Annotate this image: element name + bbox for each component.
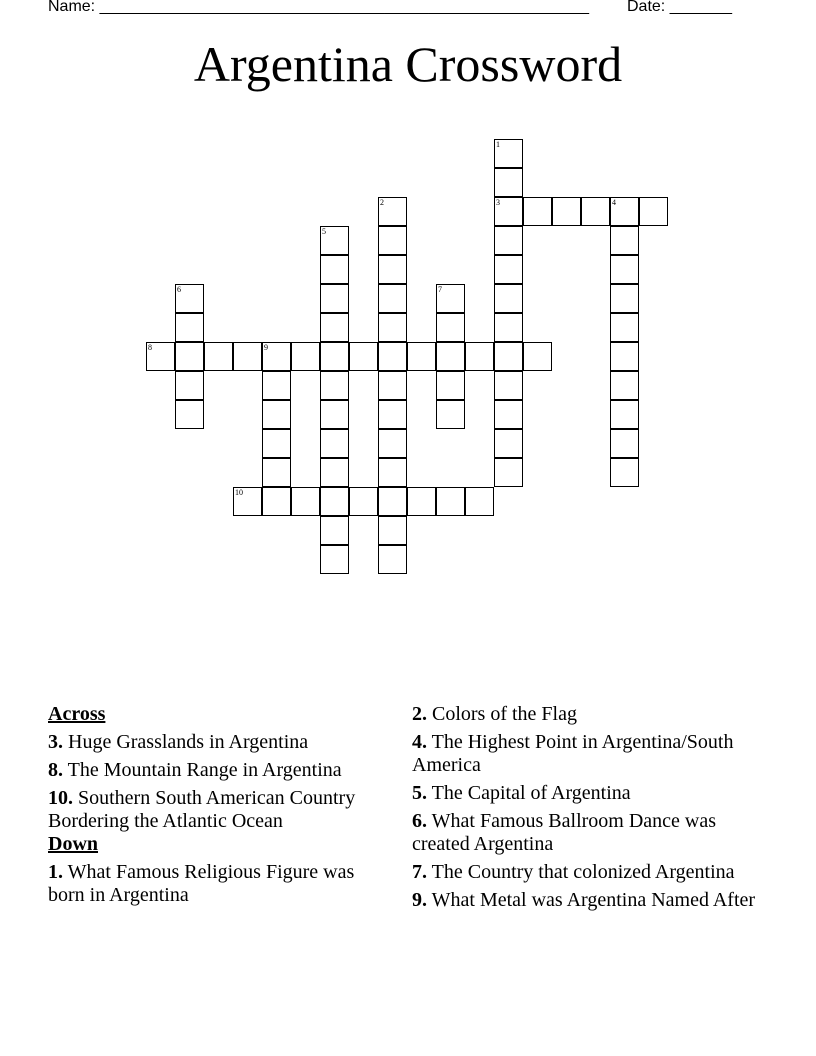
clue-text: What Famous Ballroom Dance was created Argentina [412,810,717,855]
crossword-cell[interactable] [262,400,291,429]
clue-down-1 [48,861,378,907]
crossword-cell[interactable] [175,313,204,342]
clue-down-5 [412,782,762,805]
crossword-cell[interactable] [610,197,639,226]
crossword-cell[interactable] [378,342,407,371]
crossword-cell[interactable] [494,371,523,400]
clue-text: Colors of the Flag [427,703,577,725]
crossword-cell[interactable] [610,255,639,284]
clue-text: The Country that colonized Argentina [427,861,735,883]
cell-number: 8 [148,343,152,352]
crossword-cell[interactable] [320,255,349,284]
crossword-cell[interactable] [494,458,523,487]
crossword-cell[interactable] [262,342,291,371]
clue-text: The Capital of Argentina [427,782,631,804]
crossword-cell[interactable] [494,284,523,313]
clue-number: 10. [48,787,73,809]
crossword-cell[interactable] [320,284,349,313]
crossword-cell[interactable] [465,342,494,371]
crossword-cell[interactable] [494,197,523,226]
crossword-cell[interactable] [581,197,610,226]
crossword-cell[interactable] [175,371,204,400]
crossword-cell[interactable] [378,255,407,284]
crossword-cell[interactable] [436,342,465,371]
clue-text: Southern South American Country Bordering the Atlantic Ocean [48,787,356,832]
crossword-cell[interactable] [436,400,465,429]
clue-across-8 [48,759,378,782]
clue-number: 6. [412,810,427,832]
clue-down-4 [412,731,762,777]
crossword-cell[interactable] [436,371,465,400]
crossword-cell[interactable] [610,400,639,429]
clue-down-6 [412,810,762,856]
clues-right-column [412,703,762,912]
crossword-cell[interactable] [320,342,349,371]
clue-text: The Highest Point in Argentina/South America [412,731,734,776]
clue-number: 4. [412,731,427,753]
cell-number: 9 [264,343,268,352]
clue-number: 2. [412,703,427,725]
clue-number: 5. [412,782,427,804]
clue-down-7 [412,861,762,884]
clue-down-9 [412,889,762,912]
crossword-cell[interactable] [610,429,639,458]
clue-number: 7. [412,861,427,883]
crossword-cell[interactable] [262,458,291,487]
cell-number: 4 [612,198,616,207]
clue-number: 1. [48,861,63,883]
crossword-cell[interactable] [175,284,204,313]
crossword-cell[interactable] [378,197,407,226]
crossword-cell[interactable] [610,313,639,342]
clue-text: What Famous Religious Figure was born in Argentina [48,861,355,906]
crossword-cell[interactable] [378,429,407,458]
cell-number: 6 [177,285,181,294]
page-title: Argentina Crossword [193,36,623,92]
crossword-cell[interactable] [291,342,320,371]
clue-down-2 [412,703,762,726]
crossword-cell[interactable] [494,226,523,255]
crossword-cell[interactable] [610,371,639,400]
clue-number: 8. [48,759,63,781]
clue-across-10 [48,787,378,833]
crossword-cell[interactable] [320,458,349,487]
crossword-cell[interactable] [378,516,407,545]
crossword-cell[interactable] [320,400,349,429]
crossword-cell[interactable] [494,139,523,168]
cell-number: 10 [235,488,243,497]
crossword-cell[interactable] [262,487,291,516]
crossword-cell[interactable] [407,342,436,371]
crossword-cell[interactable] [320,371,349,400]
clue-text: Huge Grasslands in Argentina [63,731,309,753]
crossword-cell[interactable] [610,226,639,255]
clue-text: The Mountain Range in Argentina [63,759,342,781]
crossword-cell[interactable] [378,458,407,487]
crossword-cell[interactable] [204,342,233,371]
crossword-cell[interactable] [407,487,436,516]
clue-text: What Metal was Argentina Named After [427,889,756,911]
crossword-cell[interactable] [146,342,175,371]
crossword-cell[interactable] [523,197,552,226]
crossword-cell[interactable] [494,255,523,284]
cell-number: 5 [322,227,326,236]
crossword-cell[interactable] [639,197,668,226]
crossword-cell[interactable] [291,487,320,516]
crossword-cell[interactable] [378,284,407,313]
crossword-cell[interactable] [552,197,581,226]
crossword-cell[interactable] [378,371,407,400]
cell-number: 7 [438,285,442,294]
crossword-cell[interactable] [610,458,639,487]
crossword-cell[interactable] [610,284,639,313]
crossword-cell[interactable] [494,429,523,458]
across-heading: Across [48,703,106,725]
cell-number: 1 [496,140,500,149]
crossword-cell[interactable] [378,487,407,516]
crossword-cell[interactable] [465,487,494,516]
name-line: Name: _______________________________________________________ [48,0,589,15]
crossword-cell[interactable] [233,487,262,516]
crossword-cell[interactable] [436,313,465,342]
crossword-cell[interactable] [320,487,349,516]
crossword-cell[interactable] [320,516,349,545]
clue-number: 9. [412,889,427,911]
crossword-cell[interactable] [320,545,349,574]
crossword-cell[interactable] [262,429,291,458]
crossword-cell[interactable] [175,400,204,429]
date-line: Date: _______ [627,0,732,15]
crossword-cell[interactable] [262,371,291,400]
crossword-cell[interactable] [349,487,378,516]
crossword-cell[interactable] [320,429,349,458]
down-heading: Down [48,833,99,855]
clue-across-3 [48,731,378,754]
crossword-cell[interactable] [494,313,523,342]
crossword-cell[interactable] [523,342,552,371]
crossword-cell[interactable] [436,487,465,516]
crossword-cell[interactable] [320,226,349,255]
crossword-cell[interactable] [378,226,407,255]
cell-number: 2 [380,198,384,207]
crossword-cell[interactable] [494,342,523,371]
crossword-cell[interactable] [494,400,523,429]
crossword-cell[interactable] [320,313,349,342]
crossword-cell[interactable] [378,545,407,574]
crossword-cell[interactable] [494,168,523,197]
crossword-cell[interactable] [233,342,262,371]
crossword-cell[interactable] [349,342,378,371]
crossword-cell[interactable] [378,400,407,429]
clues-left-column [48,703,378,907]
crossword-cell[interactable] [436,284,465,313]
crossword-cell[interactable] [378,313,407,342]
crossword-cell[interactable] [175,342,204,371]
clue-number: 3. [48,731,63,753]
cell-number: 3 [496,198,500,207]
crossword-cell[interactable] [610,342,639,371]
